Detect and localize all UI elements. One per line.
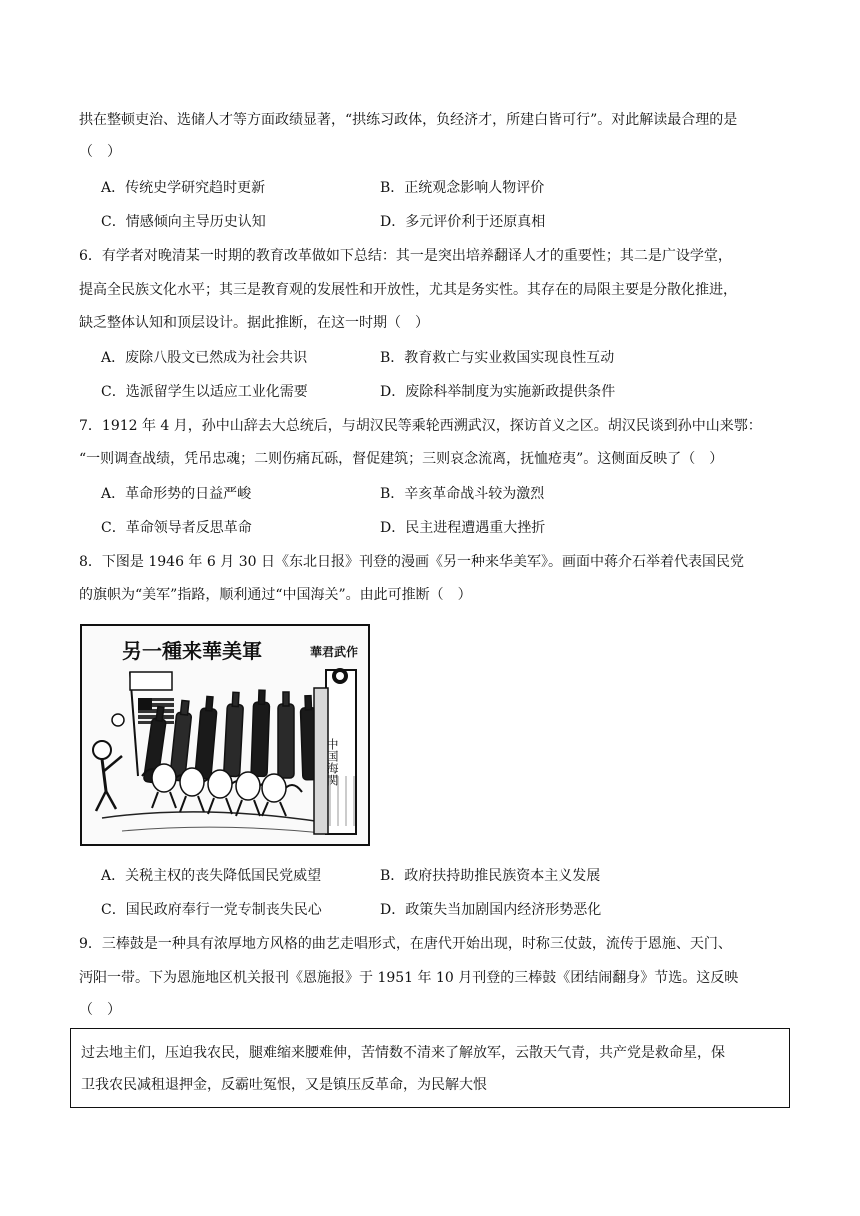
q7-stem-line-2: “一则调查战绩，凭吊忠魂；二则伤痛瓦砾，督促建筑；三则哀念流离，抚恤疮夷”。这侧面反映了（ ） <box>79 451 724 467</box>
q6-stem-line-1: 6．有学者对晚清某一时期的教育改革做如下总结：其一是突出培养翻译人才的重要性；其二是广设学堂， <box>79 248 732 264</box>
q8-option-c[interactable]: C．国民政府奉行一党专制丧失民心 <box>101 902 322 918</box>
q5-option-a[interactable]: A．传统史学研究趋时更新 <box>101 180 266 196</box>
q9-quote-box <box>70 1028 790 1108</box>
q8-stem-line-2: 的旗帜为“美军”指路，顺利通过“中国海关”。由此可推断（ ） <box>79 587 472 603</box>
q9-stem-line-2: 沔阳一带。下为恩施地区机关报刊《恩施报》于 1951 年 10 月刊登的三棒鼓《团结闹翻身》节选。这反映 <box>79 970 739 986</box>
q6-option-d[interactable]: D．废除科举制度为实施新政提供条件 <box>380 384 616 400</box>
q5-stem-line-1: 拱在整顿吏治、选储人才等方面政绩显著，“拱练习政体，负经济才，所建白皆可行”。对此解读最合理的是 <box>79 112 738 128</box>
q5-option-c[interactable]: C．情感倾向主导历史认知 <box>101 214 266 230</box>
q9-stem-line-1: 9．三棒鼓是一种具有浓厚地方风格的曲艺走唱形式，在唐代开始出现，时称三仗鼓，流传于恩施、天门、 <box>79 936 732 952</box>
q6-stem-line-3: 缺乏整体认知和顶层设计。据此推断，在这一时期（ ） <box>79 315 429 331</box>
cartoon-author: 華君武作 <box>310 645 359 659</box>
q6-option-c[interactable]: C．选派留学生以适应工业化需要 <box>101 384 308 400</box>
q8-option-a[interactable]: A．关税主权的丧失降低国民党威望 <box>101 868 322 884</box>
q7-option-d[interactable]: D．民主进程遭遇重大挫折 <box>380 520 546 536</box>
q5-option-b[interactable]: B．正统观念影响人物评价 <box>380 180 545 196</box>
q6-option-a[interactable]: A．废除八股文已然成为社会共识 <box>101 350 308 366</box>
customs-gate-label: 中国海関 <box>325 738 339 786</box>
q9-quote-line-2: 卫我农民减租退押金，反霸吐冤恨，又是镇压反革命，为民解大恨 <box>81 1077 487 1093</box>
q7-option-c[interactable]: C．革命领导者反思革命 <box>101 520 252 536</box>
q9-answer-blank: （ ） <box>79 1002 121 1018</box>
cartoon-image <box>80 624 370 846</box>
q8-option-b[interactable]: B．政府扶持助推民族资本主义发展 <box>380 868 601 884</box>
q8-option-d[interactable]: D．政策失当加剧国内经济形势恶化 <box>380 902 602 918</box>
q8-stem-line-1: 8．下图是 1946 年 6 月 30 日《东北日报》刊登的漫画《另一种来华美军》。画面中蒋介石举着代表国民党 <box>79 554 744 570</box>
q9-quote-line-1: 过去地主们，压迫我农民，腿难缩来腰难伸，苦情数不清来了解放军，云散天气青，共产党是救命星，保 <box>81 1045 725 1061</box>
leader-figure <box>93 714 124 811</box>
q7-stem-line-1: 7．1912 年 4 月，孙中山辞去大总统后，与胡汉民等乘轮西溯武汉，探访首义之区。胡汉民谈到孙中山来鄂： <box>79 418 762 434</box>
q7-option-b[interactable]: B．辛亥革命战斗较为激烈 <box>380 486 545 502</box>
q5-option-d[interactable]: D．多元评价利于还原真相 <box>380 214 546 230</box>
customs-gate <box>314 668 356 834</box>
q6-stem-line-2: 提高全民族文化水平；其三是教育观的发展性和开放性，尤其是务实性。其存在的局限主要是分散化推进， <box>79 282 737 298</box>
cartoon-title: 另一種来華美軍 <box>122 639 262 663</box>
q7-option-a[interactable]: A．革命形势的日益严峻 <box>101 486 252 502</box>
q5-answer-blank: （ ） <box>79 144 121 160</box>
q6-option-b[interactable]: B．教育救亡与实业救国实现良性互动 <box>380 350 615 366</box>
